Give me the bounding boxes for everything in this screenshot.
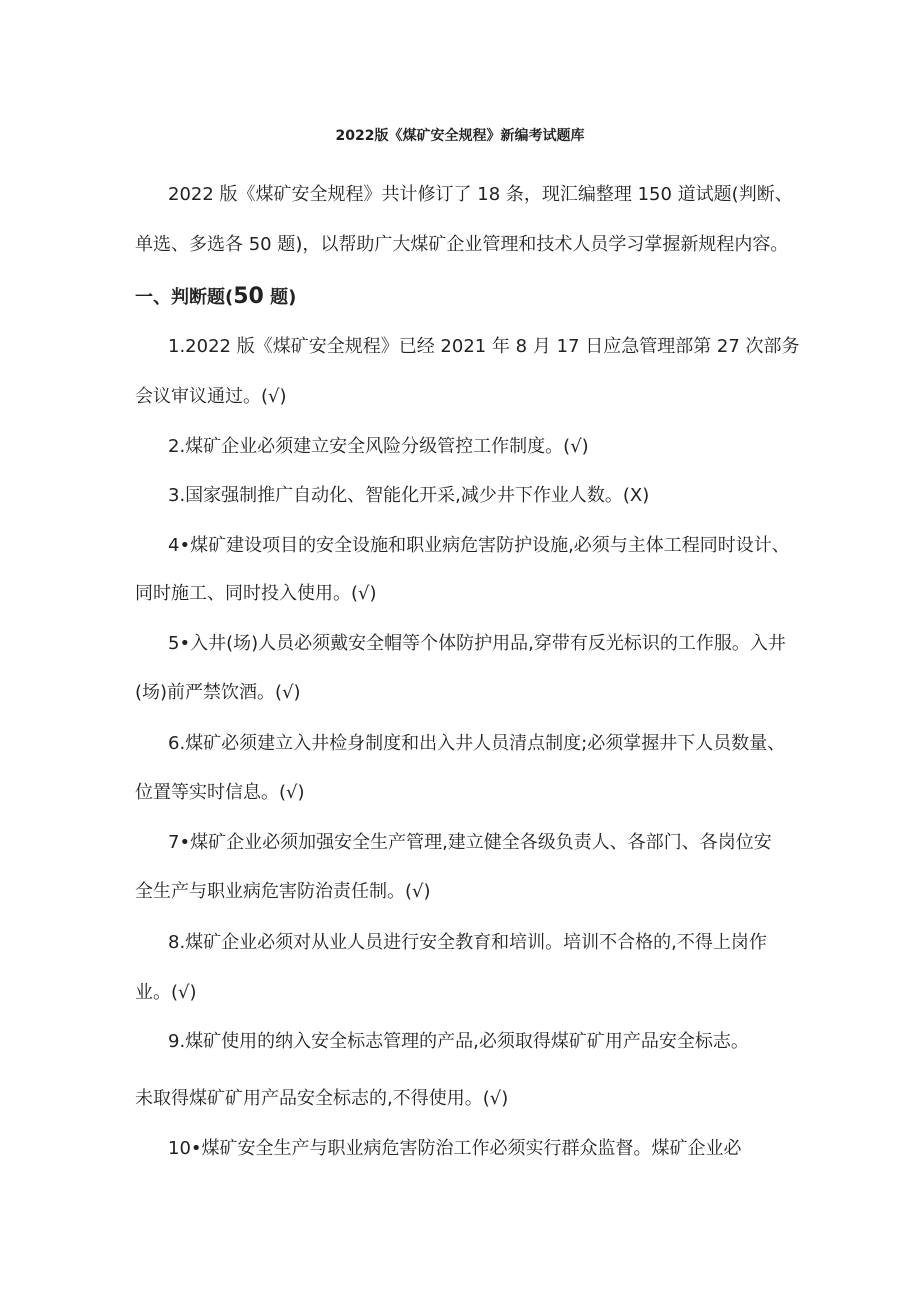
- section-heading-suffix: 题): [263, 287, 297, 308]
- question-2-line-1: 2.煤矿企业必须建立安全风险分级管控工作制度。(√): [168, 436, 589, 457]
- question-9-line-1: 9.煤矿使用的纳入安全标志管理的产品,必须取得煤矿矿用产品安全标志。: [168, 1031, 749, 1052]
- question-6-line-2: 位置等实时信息。(√): [135, 782, 305, 803]
- question-8-line-1: 8.煤矿企业必须对从业人员进行安全教育和培训。培训不合格的,不得上岗作: [168, 932, 767, 953]
- question-4-line-2: 同时施工、同时投入使用。(√): [135, 583, 377, 604]
- question-5-line-1: 5•入井(场)人员必须戴安全帽等个体防护用品,穿带有反光标识的工作服。入井: [168, 633, 786, 654]
- question-3-line-1: 3.国家强制推广自动化、智能化开采,减少井下作业人数。(X): [168, 485, 650, 506]
- question-1-line-1: 1.2022 版《煤矿安全规程》已经 2021 年 8 月 17 日应急管理部第 27 次部务: [168, 336, 800, 357]
- section-heading-number: 50: [233, 284, 264, 309]
- section-heading-prefix: 一、判断题(: [135, 287, 234, 308]
- question-9-line-2: 未取得煤矿矿用产品安全标志的,不得使用。(√): [135, 1088, 509, 1109]
- question-4-line-1: 4•煤矿建设项目的安全设施和职业病危害防护设施,必须与主体工程同时设计、: [168, 535, 790, 556]
- document-title: 2022版《煤矿安全规程》新编考试题库: [335, 128, 585, 144]
- question-7-line-2: 全生产与职业病危害防治责任制。(√): [135, 881, 431, 902]
- question-1-line-2: 会议审议通过。(√): [135, 386, 287, 407]
- intro-line-2: 单选、多选各 50 题)，以帮助广大煤矿企业管理和技术人员学习掌握新规程内容。: [135, 234, 789, 255]
- question-7-line-1: 7•煤矿企业必须加强安全生产管理,建立健全各级负责人、各部门、各岗位安: [168, 832, 772, 853]
- question-5-line-2: (场)前严禁饮酒。(√): [135, 682, 301, 703]
- question-8-line-2: 业。(√): [135, 982, 197, 1003]
- intro-line-1: 2022 版《煤矿安全规程》共计修订了 18 条，现汇编整理 150 道试题(判断、: [168, 184, 793, 205]
- question-6-line-1: 6.煤矿必须建立入井检身制度和出入井人员清点制度;必须掌握井下人员数量、: [168, 733, 786, 754]
- section-heading: [135, 283, 296, 312]
- question-10-line-1: 10•煤矿安全生产与职业病危害防治工作必须实行群众监督。煤矿企业必: [168, 1138, 742, 1159]
